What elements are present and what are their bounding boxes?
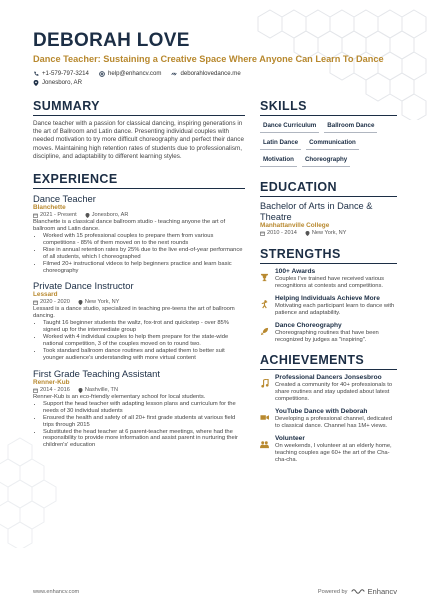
job-dates: 2020 - 2020 <box>40 299 70 306</box>
strength-title: Helping Individuals Achieve More <box>275 295 380 302</box>
headline: Dance Teacher: Sustaining a Creative Space Where Anyone Can Learn To Dance <box>33 54 384 64</box>
brand-name: Enhancv <box>367 587 397 596</box>
powered-by-label: Powered by <box>317 588 348 595</box>
location-pin-icon <box>305 231 310 236</box>
achievement-item <box>260 435 397 464</box>
job-location: Nashville, TN <box>84 386 119 393</box>
candidate-name: DEBORAH LOVE <box>33 30 190 51</box>
strength-desc: Motivating each participant learn to dance with patience and adaptability. <box>275 303 395 316</box>
job-bullet: • Support the head teacher with adapting lesson plans and curriculum for the needs of 30 individual students <box>43 401 245 415</box>
job-entry <box>33 368 245 449</box>
job-bullets <box>41 233 245 274</box>
strength-item <box>260 268 397 290</box>
powered-by <box>318 587 397 596</box>
achievements-heading: ACHIEVEMENTS <box>260 353 397 370</box>
education-degree: Bachelor of Arts in Dance & Theatre <box>260 201 373 222</box>
website-contact[interactable] <box>171 70 240 77</box>
job-bullet: • Substituted the head teacher at 6 parent-teacher meetings, where had the responsibility to provide more information and assist parent in nurturing their children's' education <box>43 429 245 450</box>
location-pin-icon <box>78 300 83 305</box>
link-icon <box>171 71 177 77</box>
education-heading: EDUCATION <box>260 180 397 197</box>
right-column <box>260 99 397 469</box>
phone-icon <box>33 71 39 77</box>
job-meta <box>33 299 245 306</box>
video-icon <box>260 413 269 422</box>
job-title: First Grade Teaching Assistant <box>33 367 160 379</box>
achievement-desc: Created a community for 40+ professionals to share routines and stay updated about latest competitions. <box>275 382 393 402</box>
achievement-desc: On weekends, I volunteer at an elderly home, teaching couples age 60+ the art of the Cha-cha-cha. <box>275 443 392 463</box>
strength-title: Dance Choreography <box>275 322 342 329</box>
strength-desc: Couples I've trained have received various recognitions at contests and competitions. <box>275 276 385 289</box>
education-meta <box>260 230 397 237</box>
experience-heading: EXPERIENCE <box>33 172 245 189</box>
achievement-desc: Developing a professional channel, dedicated to classical dance. Channel has 1M+ views. <box>275 416 392 429</box>
job-company: Blanchette <box>33 204 66 212</box>
strengths-heading: STRENGTHS <box>260 247 397 264</box>
job-entry <box>33 193 245 274</box>
skill-tag: Motivation <box>260 154 297 167</box>
job-bullet: • Ensured the health and safety of all 20+ first grade students at various field trips through 2015 <box>43 415 245 429</box>
job-entry <box>33 280 245 361</box>
contact-info <box>33 69 397 87</box>
achievement-title: YouTube Dance with Deborah <box>275 408 368 415</box>
job-location: Jonesboro, AR <box>91 212 129 219</box>
education-dates: 2010 - 2014 <box>267 230 297 236</box>
job-location: New York, NY <box>84 299 120 306</box>
job-title: Dance Teacher <box>33 193 96 205</box>
job-description: Blanchette is a classical dance ballroom studio - teaching anyone the art of ballroom and Latin dance. <box>33 219 226 233</box>
music-note-icon <box>260 379 269 388</box>
job-bullet: • Worked with 15 professional couples to prepare them from various competitions - 85% of them moved on to the next rounds <box>43 233 245 247</box>
job-title: Private Dance Instructor <box>33 280 134 292</box>
rocket-icon <box>260 327 269 336</box>
job-description: Renner-Kub is an eco-friendly elementary school for local students. <box>33 393 206 400</box>
dancer-icon <box>260 300 269 309</box>
calendar-icon <box>33 388 38 393</box>
job-description: Lessard is a dance studio, specialized in teaching pre-teens the art of ballroom dancing. <box>33 306 235 320</box>
summary-text: Dance teacher with a passion for classical dancing, inspiring generations in the art of Ballroom and Latin dance. Presenting individual couples with needed motivation to try more difficult choreography and perfect their dance moves. Maintaining high retention rates of students due to professionalism, discipline, and adaptability to different learning styles. <box>33 120 244 160</box>
location-pin-icon <box>33 80 39 86</box>
phone-text: +1-579-797-3214 <box>42 70 89 77</box>
job-bullets <box>41 320 245 361</box>
people-icon <box>260 440 269 449</box>
skill-tag: Communication <box>306 137 359 150</box>
job-company: Lessard <box>33 291 58 299</box>
job-dates: 2021 - Present <box>40 212 77 219</box>
summary-heading: SUMMARY <box>33 99 245 116</box>
enhancv-logo-icon <box>351 588 365 595</box>
job-bullet: • Took standard ballroom dance routines and adapted them to better suit younger audience's understanding with more virtual content <box>43 348 245 362</box>
skills-list <box>260 120 397 167</box>
email-text: help@enhancv.com <box>107 70 162 77</box>
strength-item <box>260 295 397 317</box>
calendar-icon <box>260 231 265 236</box>
calendar-icon <box>33 300 38 305</box>
strength-desc: Choreographing routines that have been recognized by judges as "inspiring". <box>275 330 379 343</box>
calendar-icon <box>33 213 38 218</box>
skill-tag: Dance Curriculum <box>260 120 319 133</box>
skill-tag: Latin Dance <box>260 137 301 150</box>
achievement-title: Volunteer <box>275 435 305 442</box>
job-bullets <box>41 401 245 449</box>
strength-title: 100+ Awards <box>275 268 316 275</box>
location-contact <box>33 79 82 86</box>
job-company: Renner-Kub <box>33 378 70 386</box>
trophy-icon <box>260 273 269 282</box>
at-icon <box>99 71 105 77</box>
education-location: New York, NY <box>311 230 347 236</box>
footer-website-link[interactable]: www.enhancv.com <box>33 588 80 595</box>
achievement-title: Professional Dancers Jonsesbroo <box>275 374 382 381</box>
job-bullet: • Rise in annual retention rates by 25% due to the live end-of-year performance of all students, which I choreographed <box>43 247 245 261</box>
job-meta <box>33 387 245 394</box>
email-contact[interactable] <box>99 70 162 77</box>
website-text: deborahlovedance.me <box>180 70 241 77</box>
job-dates: 2014 - 2016 <box>40 386 70 393</box>
achievement-item <box>260 374 397 403</box>
job-bullet: • Worked with 4 individual couples to help them prepare for the state-wide national competition, 3 of the couples moved on to round two. <box>43 334 245 348</box>
education-school: Manhattanville College <box>260 222 330 229</box>
phone-contact[interactable] <box>33 70 89 77</box>
brand-logo[interactable] <box>351 587 397 596</box>
job-bullet: • Filmed 20+ instructional videos to help beginners practice and learn basic choreography <box>43 261 245 275</box>
strength-item <box>260 322 397 344</box>
footer <box>33 587 397 596</box>
left-column <box>33 99 245 469</box>
location-pin-icon <box>85 213 90 218</box>
location-pin-icon <box>78 388 83 393</box>
location-text: Jonesboro, AR <box>42 79 82 86</box>
job-bullet: • Taught 16 beginner students the waltz, fox-trot and quickstep - over 85% signed up for the intermediate group <box>43 320 245 334</box>
achievement-item <box>260 408 397 430</box>
skill-tag: Ballroom Dance <box>324 120 377 133</box>
skill-tag: Choreography <box>302 154 350 167</box>
job-meta <box>33 212 245 219</box>
skills-heading: SKILLS <box>260 99 397 116</box>
